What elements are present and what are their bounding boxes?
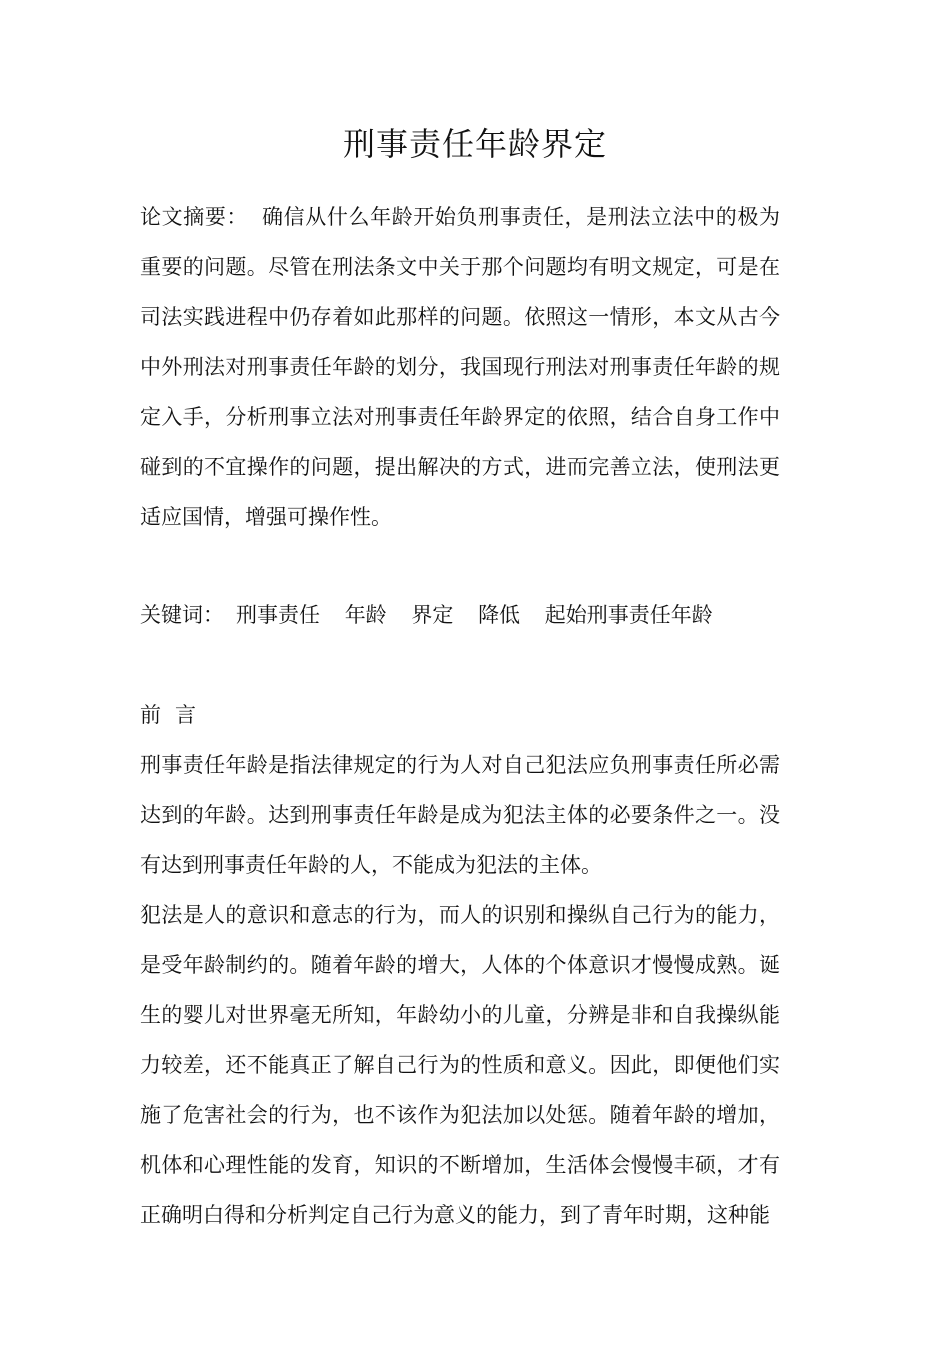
keyword-item: 起始刑事责任年龄 (544, 603, 713, 627)
body-paragraph: 刑事责任年龄是指法律规定的行为人对自己犯法应负刑事责任所必需达到的年龄。达到刑事责任年龄是成为犯法主体的必要条件之一。没有达到刑事责任年龄的人，不能成为犯法的主体。 (140, 753, 780, 877)
keyword-item: 降低 (478, 603, 521, 627)
abstract-text: 确信从什么年龄开始负刑事责任，是刑法立法中的极为重要的问题。尽管在刑法条文中关于那个问题均有明文规定，可是在司法实践进程中仍存着如此那样的问题。依照这一情形，本文从古今中外刑法对刑事责任年龄的划分，我国现行刑法对刑事责任年龄的规定入手，分析刑事立法对刑事责任年龄界定的依照，结合自身工作中碰到的不宜操作的问题，提出解决的方式，进而完善立法，使刑法更适应国情，增强可操作性。 (140, 205, 781, 529)
keywords-line (140, 590, 731, 640)
keyword-item: 年龄 (344, 603, 387, 627)
abstract-paragraph (140, 192, 780, 542)
keyword-item: 界定 (411, 603, 454, 627)
keywords-label: 关键词： (140, 603, 224, 627)
keyword-item: 刑事责任 (236, 603, 320, 627)
body-paragraph: 犯法是人的意识和意志的行为，而人的识别和操纵自己行为的能力，是受年龄制约的。随着年龄的增大，人体的个体意识才慢慢成熟。诞生的婴儿对世界毫无所知，年龄幼小的儿童，分辨是非和自我操纵能力较差，还不能真正了解自己行为的性质和意义。因此，即便他们实施了危害社会的行为，也不该作为犯法加以处惩。随着年龄的增加，机体和心理性能的发育，知识的不断增加，生活体会慢慢丰硕，才有正确明白得和分析判定自己行为意义的能力，到了青年时期，这种能 (140, 903, 780, 1227)
abstract-label: 论文摘要： (140, 205, 249, 229)
section-heading: 前言 (140, 703, 210, 727)
document-title: 刑事责任年龄界定 (342, 125, 607, 163)
